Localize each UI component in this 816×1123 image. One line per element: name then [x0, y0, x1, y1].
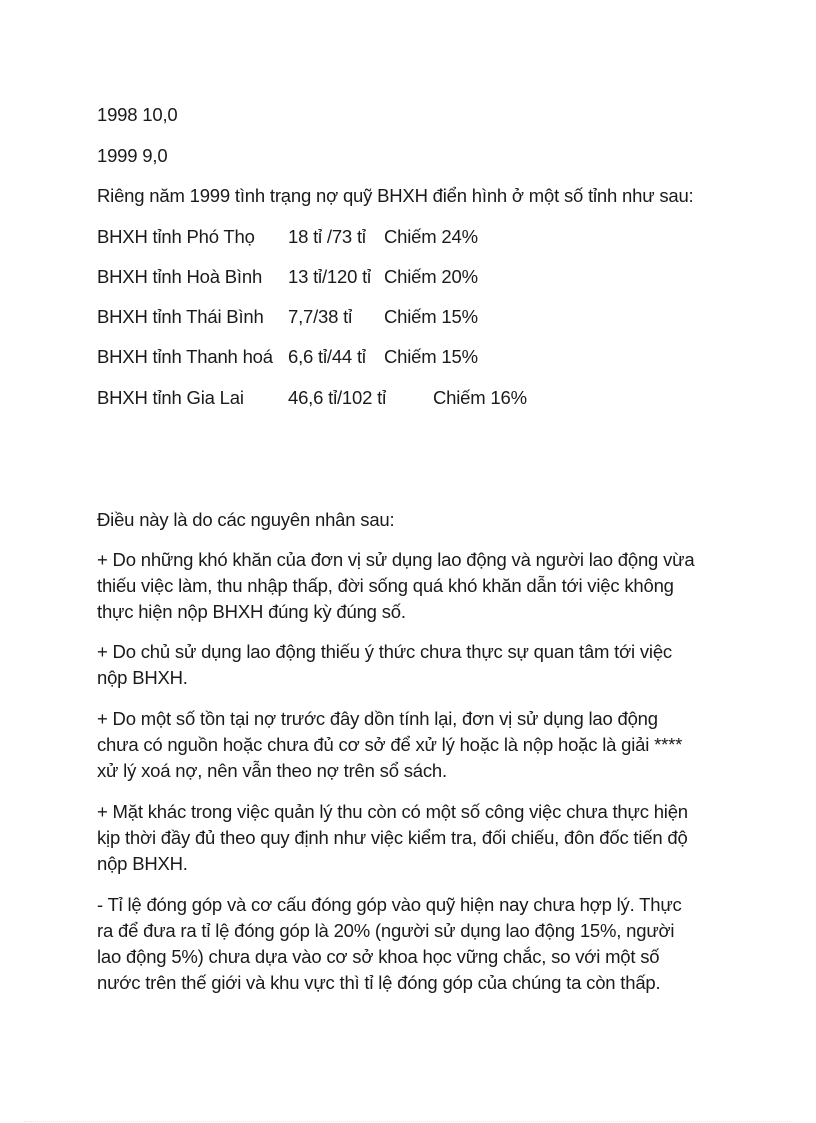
- cause-paragraph-3: + Do một số tồn tại nợ trước đây dồn tính lại, đơn vị sử dụng lao động chưa có nguồn hoặc chưa đủ cơ sở để xử lý hoặc là nộp hoặc là giải **** xử lý xoá nợ, nên vẫn theo nợ trên sổ sách.: [97, 708, 683, 781]
- cause-paragraph-4: + Mặt khác trong việc quản lý thu còn có một số công việc chưa thực hiện kịp thời đầy đủ theo quy định như việc kiểm tra, đối chiếu, đôn đốc tiến độ nộp BHXH.: [97, 801, 688, 874]
- cause-paragraph-5: - Tỉ lệ đóng góp và cơ cấu đóng góp vào quỹ hiện nay chưa hợp lý. Thực ra để đưa ra tỉ lệ đóng góp là 20% (người sử dụng lao động 15%, người lao động 5%) chưa dựa vào cơ sở khoa học vững chắc, so với một số nước trên thế giới và khu vực thì tỉ lệ đóng góp của chúng ta còn thấp.: [97, 894, 682, 993]
- debt-share: Chiếm 15%: [384, 346, 478, 367]
- debt-amount: 18 tỉ /73 tỉ: [288, 226, 366, 247]
- debt-amount: 13 tỉ/120 tỉ: [288, 266, 371, 287]
- debt-amount: 46,6 tỉ/102 tỉ: [288, 387, 386, 408]
- debt-amount: 6,6 tỉ/44 tỉ: [288, 346, 366, 367]
- debt-share: Chiếm 16%: [433, 387, 527, 408]
- cause-paragraph-2: + Do chủ sử dụng lao động thiếu ý thức chưa thực sự quan tâm tới việc nộp BHXH.: [97, 641, 672, 688]
- cause-paragraph-1: + Do những khó khăn của đơn vị sử dụng lao động và người lao động vừa thiếu việc làm, thu nhập thấp, đời sống quá khó khăn dẫn tới việc không thực hiện nộp BHXH đúng kỳ đúng số.: [97, 549, 695, 622]
- province-name: BHXH tỉnh Thái Bình: [97, 306, 264, 327]
- province-name: BHXH tỉnh Gia Lai: [97, 387, 244, 408]
- year-row-1998: 1998 10,0: [97, 104, 178, 125]
- page-bottom-rule: [24, 1121, 792, 1122]
- debt-share: Chiếm 15%: [384, 306, 478, 327]
- debt-share: Chiếm 24%: [384, 226, 478, 247]
- province-name: BHXH tỉnh Thanh hoá: [97, 346, 273, 367]
- document-page: [97, 0, 737, 1123]
- province-name: BHXH tỉnh Phó Thọ: [97, 226, 255, 247]
- debt-share: Chiếm 20%: [384, 266, 478, 287]
- causes-heading: Điều này là do các nguyên nhân sau:: [97, 509, 395, 530]
- year-row-1999: 1999 9,0: [97, 145, 168, 166]
- province-name: BHXH tỉnh Hoà Bình: [97, 266, 263, 287]
- intro-line: Riêng năm 1999 tình trạng nợ quỹ BHXH điển hình ở một số tỉnh như sau:: [97, 185, 694, 206]
- debt-amount: 7,7/38 tỉ: [288, 306, 353, 327]
